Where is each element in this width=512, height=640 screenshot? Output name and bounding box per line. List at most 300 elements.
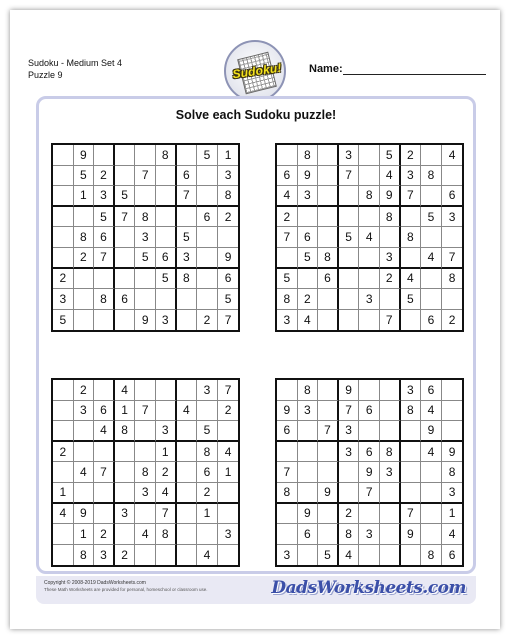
sudoku-cell: 8 [421,545,442,566]
sudoku-cell[interactable] [135,442,156,463]
sudoku-cell[interactable] [318,380,339,401]
sudoku-cell[interactable] [53,248,74,269]
sudoku-cell[interactable] [156,289,177,310]
sudoku-cell: 7 [401,504,422,525]
sudoku-cell[interactable] [115,145,136,166]
sudoku-cell[interactable] [339,483,360,504]
sudoku-cell: 4 [177,401,198,422]
sudoku-cell: 2 [401,145,422,166]
sudoku-cell: 3 [94,545,115,566]
sudoku-cell[interactable] [339,186,360,207]
sudoku-cell[interactable] [177,462,198,483]
sudoku-cell: 8 [359,186,380,207]
sudoku-cell: 8 [298,145,319,166]
sudoku-cell[interactable] [401,310,422,331]
sudoku-cell[interactable] [177,310,198,331]
sudoku-cell: 2 [53,442,74,463]
sudoku-cell[interactable] [277,380,298,401]
sudoku-cell: 6 [115,289,136,310]
sudoku-cell: 5 [298,248,319,269]
sudoku-cell[interactable] [401,442,422,463]
sudoku-cell: 8 [135,462,156,483]
sudoku-cell[interactable] [298,462,319,483]
sudoku-cell[interactable] [318,166,339,187]
sudoku-cell[interactable] [380,380,401,401]
sudoku-cell[interactable] [359,166,380,187]
sudoku-cell: 7 [94,248,115,269]
sudoku-cell[interactable] [135,380,156,401]
sudoku-cell: 9 [380,186,401,207]
sudoku-cell: 4 [298,310,319,331]
sudoku-cell[interactable] [74,442,95,463]
sudoku-cell[interactable] [359,269,380,290]
sudoku-cell[interactable] [53,186,74,207]
sudoku-cell: 4 [277,186,298,207]
sudoku-cell: 3 [94,186,115,207]
sudoku-cell: 7 [339,401,360,422]
sudoku-cell: 7 [177,186,198,207]
sudoku-cell[interactable] [115,248,136,269]
sudoku-cell[interactable] [53,462,74,483]
sudoku-cell: 7 [94,462,115,483]
sudoku-cell[interactable] [94,310,115,331]
sudoku-cell: 6 [448,548,456,563]
sudoku-cell[interactable] [442,401,463,422]
sudoku-cell: 4 [74,462,95,483]
sudoku-cell: 2 [448,313,456,328]
sudoku-cell[interactable] [94,442,115,463]
sudoku-cell[interactable] [115,310,136,331]
sudoku-grid-1 [51,143,240,332]
sudoku-cell[interactable] [298,269,319,290]
sudoku-cell[interactable] [74,269,95,290]
sudoku-cell: 9 [74,504,95,525]
sudoku-cell[interactable] [156,207,177,228]
sudoku-cell[interactable] [156,186,177,207]
sudoku-cell[interactable] [94,483,115,504]
sudoku-cell[interactable] [197,401,218,422]
sudoku-cell[interactable] [401,421,422,442]
sudoku-cell[interactable] [339,289,360,310]
sudoku-cell[interactable] [318,145,339,166]
sudoku-cell[interactable] [115,524,136,545]
sudoku-cell: 3 [442,483,463,504]
puzzle-number: Puzzle 9 [28,70,63,80]
sudoku-cell: 1 [156,442,177,463]
sudoku-cell[interactable] [318,524,339,545]
sudoku-cell: 5 [421,207,442,228]
sudoku-cell: 8 [421,166,442,187]
sudoku-cell[interactable] [298,207,319,228]
name-label: Name: [309,63,343,75]
sudoku-cell: 8 [380,207,401,228]
sudoku-cell: 1 [218,462,239,483]
sudoku-cell: 3 [177,248,198,269]
sudoku-cell: 8 [74,227,95,248]
sudoku-cell: 6 [197,462,218,483]
sudoku-cell[interactable] [197,524,218,545]
sudoku-cell[interactable] [197,166,218,187]
sudoku-cell[interactable] [177,442,198,463]
sudoku-cell[interactable] [53,401,74,422]
sudoku-cell[interactable] [359,207,380,228]
sudoku-cell[interactable] [442,380,463,401]
sudoku-cell[interactable] [177,289,198,310]
sudoku-cell: 8 [401,401,422,422]
sudoku-cell[interactable] [339,207,360,228]
sudoku-cell: 3 [298,401,319,422]
sudoku-cell: 2 [115,545,136,566]
sudoku-cell[interactable] [339,248,360,269]
sudoku-cell[interactable] [380,421,401,442]
sudoku-cell: 3 [156,421,177,442]
worksheet-title: Sudoku - Medium Set 4 [28,58,123,68]
sudoku-cell[interactable] [115,166,136,187]
sudoku-cell: 8 [177,269,198,290]
sudoku-cell[interactable] [421,269,442,290]
sudoku-cell[interactable] [401,545,422,566]
sudoku-cell[interactable] [359,545,380,566]
sudoku-cell: 7 [277,227,298,248]
sudoku-cell: 8 [197,442,218,463]
sudoku-cell[interactable] [380,401,401,422]
sudoku-cell[interactable] [197,186,218,207]
sudoku-logo [224,40,286,102]
sudoku-cell[interactable] [135,504,156,525]
footer-bar [36,576,476,604]
sudoku-cell[interactable] [421,186,442,207]
sudoku-cell[interactable] [318,442,339,463]
sudoku-cell: 6 [94,401,115,422]
sudoku-cell: 4 [380,166,401,187]
sudoku-cell: 3 [401,166,422,187]
sudoku-cell[interactable] [177,145,198,166]
sudoku-cell[interactable] [197,269,218,290]
sudoku-cell[interactable] [359,380,380,401]
sudoku-cell: 2 [339,504,360,525]
sudoku-cell[interactable] [74,289,95,310]
sudoku-cell[interactable] [135,545,156,566]
sudoku-cell[interactable] [421,145,442,166]
sudoku-cell[interactable] [318,227,339,248]
sudoku-cell[interactable] [359,310,380,331]
sudoku-cell[interactable] [442,289,463,310]
sudoku-cell[interactable] [318,462,339,483]
sudoku-cell[interactable] [359,145,380,166]
sudoku-cell: 3 [339,421,360,442]
sudoku-cell: 5 [74,166,95,187]
sudoku-cell: 2 [298,289,319,310]
sudoku-cell[interactable] [53,166,74,187]
sudoku-cell[interactable] [401,462,422,483]
sudoku-cell: 8 [339,524,360,545]
sudoku-cell[interactable] [442,227,463,248]
sudoku-cell: 3 [135,227,156,248]
sudoku-cell: 2 [380,269,401,290]
sudoku-cell: 7 [277,462,298,483]
sudoku-cell[interactable] [197,289,218,310]
sudoku-cell: 2 [197,310,218,331]
sudoku-cell: 3 [339,145,360,166]
sudoku-cell[interactable] [298,442,319,463]
sudoku-cell: 4 [421,401,442,422]
sudoku-cell: 7 [224,313,232,328]
sudoku-cell[interactable] [177,421,198,442]
sudoku-cell: 7 [135,401,156,422]
sudoku-cell[interactable] [421,289,442,310]
sudoku-cell[interactable] [177,483,198,504]
sudoku-cell: 4 [421,442,442,463]
sudoku-cell[interactable] [197,227,218,248]
sudoku-cell: 1 [197,504,218,525]
sudoku-cell[interactable] [359,421,380,442]
sudoku-cell: 1 [74,524,95,545]
sudoku-cell: 6 [218,269,239,290]
sudoku-cell: 2 [218,207,239,228]
sudoku-cell[interactable] [380,504,401,525]
sudoku-cell: 9 [298,504,319,525]
sudoku-cell: 3 [359,524,380,545]
sudoku-cell[interactable] [135,269,156,290]
sudoku-cell[interactable] [442,421,463,442]
logo-text: Sudoku! [231,60,283,82]
sudoku-cell[interactable] [339,269,360,290]
sudoku-cell: 2 [74,248,95,269]
sudoku-cell: 4 [442,524,463,545]
sudoku-cell: 7 [135,166,156,187]
sudoku-cell[interactable] [94,269,115,290]
sudoku-cell: 2 [94,524,115,545]
sudoku-cell[interactable] [177,524,198,545]
sudoku-cell[interactable] [135,145,156,166]
sudoku-cell: 5 [53,310,74,331]
sudoku-cell[interactable] [218,421,239,442]
sudoku-cell: 3 [218,524,239,545]
sudoku-cell: 5 [339,227,360,248]
sudoku-cell[interactable] [339,310,360,331]
sudoku-cell: 4 [53,504,74,525]
sudoku-cell: 4 [135,524,156,545]
sudoku-cell[interactable] [421,524,442,545]
sudoku-cell[interactable] [318,401,339,422]
sudoku-cell: 5 [218,289,239,310]
sudoku-cell[interactable] [359,504,380,525]
sudoku-cell: 6 [298,524,319,545]
sudoku-cell[interactable] [135,421,156,442]
sudoku-cell: 6 [156,248,177,269]
sudoku-cell[interactable] [53,421,74,442]
sudoku-cell: 8 [94,289,115,310]
sudoku-cell[interactable] [380,227,401,248]
sudoku-cell[interactable] [318,504,339,525]
sudoku-cell: 3 [74,401,95,422]
sudoku-cell[interactable] [421,227,442,248]
sudoku-cell: 9 [135,310,156,331]
sudoku-cell: 3 [277,310,298,331]
sudoku-cell: 9 [318,483,339,504]
sudoku-cell: 4 [197,545,218,566]
sudoku-cell: 7 [359,483,380,504]
sudoku-cell[interactable] [53,380,74,401]
sudoku-cell[interactable] [277,442,298,463]
sudoku-cell[interactable] [177,207,198,228]
sudoku-cell[interactable] [156,545,177,566]
sudoku-cell[interactable] [53,145,74,166]
sudoku-cell: 7 [318,421,339,442]
sudoku-cell[interactable] [277,248,298,269]
sudoku-cell: 8 [442,269,463,290]
sudoku-cell[interactable] [135,186,156,207]
sudoku-cell: 3 [442,207,463,228]
sudoku-cell[interactable] [318,289,339,310]
sudoku-cell[interactable] [94,380,115,401]
sudoku-cell[interactable] [318,310,339,331]
sudoku-cell: 6 [197,207,218,228]
sudoku-cell: 8 [442,462,463,483]
sudoku-cell[interactable] [94,504,115,525]
sudoku-cell: 7 [380,310,401,331]
sudoku-cell: 6 [359,442,380,463]
sudoku-cell[interactable] [421,504,442,525]
sudoku-cell: 5 [94,207,115,228]
sudoku-cell[interactable] [298,421,319,442]
sudoku-cell: 2 [197,483,218,504]
sudoku-cell: 6 [442,186,463,207]
sudoku-cell[interactable] [359,248,380,269]
sudoku-cell[interactable] [156,401,177,422]
sudoku-cell[interactable] [318,186,339,207]
name-underline [343,74,486,75]
sudoku-cell[interactable] [53,545,74,566]
sudoku-cell[interactable] [318,207,339,228]
sudoku-cell[interactable] [197,248,218,269]
sudoku-cell[interactable] [53,207,74,228]
sudoku-cell[interactable] [135,289,156,310]
sudoku-cell[interactable] [74,483,95,504]
name-field[interactable] [309,63,489,77]
sudoku-cell: 3 [156,310,177,331]
sudoku-grid-2 [275,143,464,332]
sudoku-cell: 5 [177,227,198,248]
sudoku-cell: 4 [218,442,239,463]
sudoku-cell: 2 [218,401,239,422]
sudoku-cell[interactable] [218,227,239,248]
sudoku-cell: 6 [421,380,442,401]
sudoku-cell: 2 [94,166,115,187]
sudoku-cell: 3 [359,289,380,310]
sudoku-cell: 6 [94,227,115,248]
sudoku-cell: 8 [318,248,339,269]
sudoku-cell: 2 [74,380,95,401]
sudoku-cell: 5 [135,248,156,269]
sudoku-cell: 5 [277,269,298,290]
sudoku-cell: 4 [359,227,380,248]
sudoku-cell: 9 [339,380,360,401]
sudoku-cell: 2 [277,207,298,228]
sudoku-cell[interactable] [115,462,136,483]
sudoku-cell[interactable] [218,483,239,504]
sudoku-cell: 3 [380,248,401,269]
sudoku-cell[interactable] [177,380,198,401]
sudoku-cell: 7 [401,186,422,207]
sudoku-cell[interactable] [401,207,422,228]
sudoku-cell: 9 [442,442,463,463]
sudoku-cell: 6 [359,401,380,422]
sudoku-cell[interactable] [277,145,298,166]
sudoku-cell[interactable] [401,248,422,269]
sudoku-cell[interactable] [94,145,115,166]
sudoku-cell: 9 [277,401,298,422]
sudoku-cell: 8 [74,545,95,566]
sudoku-cell[interactable] [339,462,360,483]
sudoku-cell: 9 [359,462,380,483]
sudoku-cell[interactable] [421,462,442,483]
sudoku-cell[interactable] [115,269,136,290]
sudoku-cell: 8 [218,186,239,207]
sudoku-cell[interactable] [115,483,136,504]
sudoku-cell: 6 [318,269,339,290]
sudoku-cell[interactable] [380,483,401,504]
sudoku-cell: 4 [401,269,422,290]
sudoku-cell: 3 [135,483,156,504]
sudoku-cell[interactable] [380,545,401,566]
sudoku-cell[interactable] [298,483,319,504]
sudoku-cell[interactable] [53,524,74,545]
sudoku-cell: 1 [53,483,74,504]
sudoku-cell: 3 [53,289,74,310]
instruction-heading: Solve each Sudoku puzzle! [175,108,337,122]
sudoku-cell[interactable] [218,545,239,566]
sudoku-cell: 1 [442,504,463,525]
sudoku-grid-4 [275,378,464,567]
sudoku-cell: 9 [218,248,239,269]
sudoku-cell[interactable] [115,227,136,248]
sudoku-cell: 6 [298,227,319,248]
sudoku-cell: 4 [442,145,463,166]
sudoku-cell[interactable] [156,380,177,401]
sudoku-cell[interactable] [177,545,198,566]
sudoku-cell: 4 [115,380,136,401]
sudoku-cell[interactable] [442,166,463,187]
sudoku-cell: 7 [156,504,177,525]
sudoku-cell[interactable] [298,545,319,566]
sudoku-cell[interactable] [115,442,136,463]
sudoku-cell[interactable] [74,207,95,228]
sudoku-cell[interactable] [156,166,177,187]
sudoku-cell: 9 [401,524,422,545]
sudoku-cell: 3 [218,166,239,187]
sudoku-cell[interactable] [74,421,95,442]
sudoku-cell: 7 [339,166,360,187]
sudoku-cell: 9 [298,166,319,187]
sudoku-cell: 5 [197,145,218,166]
sudoku-cell[interactable] [177,504,198,525]
sudoku-cell: 5 [115,186,136,207]
sudoku-cell[interactable] [421,483,442,504]
sudoku-cell[interactable] [277,504,298,525]
sudoku-cell[interactable] [401,483,422,504]
sudoku-cell[interactable] [380,289,401,310]
sudoku-cell[interactable] [53,227,74,248]
sudoku-cell[interactable] [74,310,95,331]
sudoku-cell: 8 [277,289,298,310]
sudoku-cell: 8 [277,483,298,504]
sudoku-cell[interactable] [380,524,401,545]
sudoku-cell: 3 [115,504,136,525]
sudoku-cell[interactable] [277,524,298,545]
sudoku-cell[interactable] [156,227,177,248]
sudoku-cell[interactable] [218,504,239,525]
